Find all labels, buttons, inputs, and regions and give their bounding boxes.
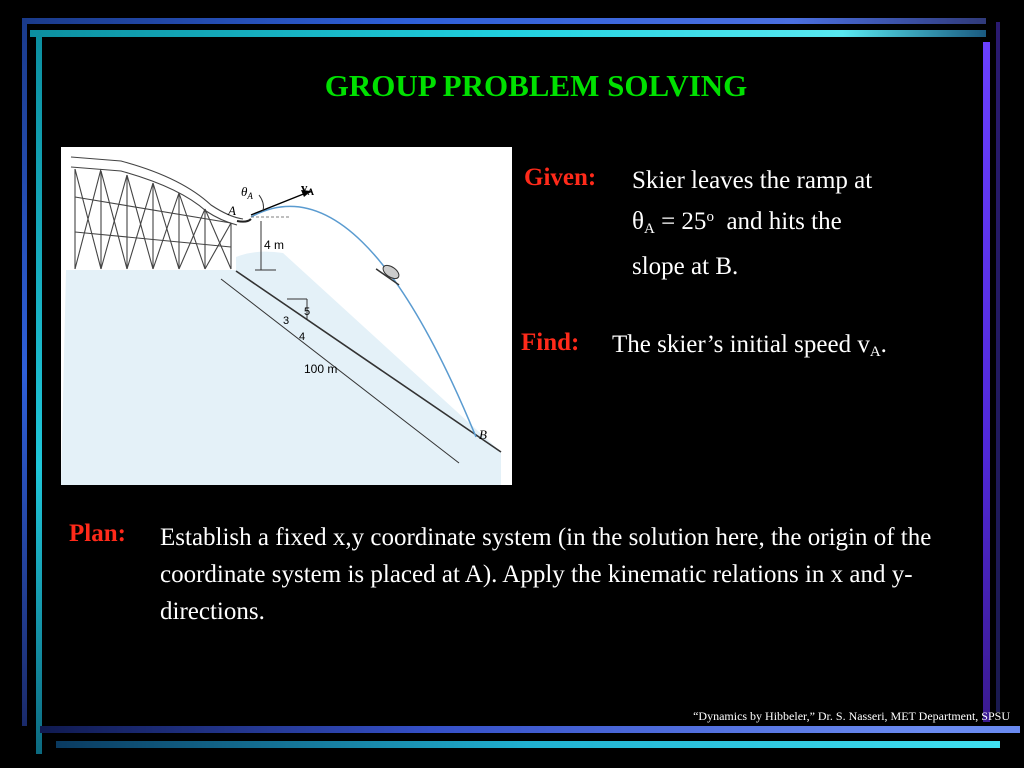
slide-title: GROUP PROBLEM SOLVING — [324, 68, 748, 103]
given-label: Given: — [524, 164, 597, 191]
angle-arc — [259, 195, 264, 211]
find-text-sub: A — [869, 344, 881, 360]
given-theta-sub: A — [643, 221, 655, 237]
plan-label: Plan: — [69, 520, 126, 547]
skier-figure — [376, 260, 405, 285]
find-text-main: The skier’s initial speed v — [612, 331, 870, 358]
decor-bar-bottom-cyan — [56, 741, 1000, 748]
decor-bar-left-cyan — [36, 36, 42, 754]
point-b-label: B — [479, 427, 487, 442]
snow-ground — [61, 252, 501, 485]
decor-bar-right-purple — [983, 42, 990, 722]
slope-hyp-label: 5 — [304, 306, 311, 318]
given-text — [632, 162, 972, 285]
velocity-label: $v_A$ — [301, 180, 314, 197]
find-text — [612, 326, 887, 371]
decor-bar-top-blue — [22, 18, 986, 24]
length-label: 100 m — [304, 362, 338, 376]
theta-label: $\theta_A$ — [241, 184, 253, 201]
ski-jump-figure — [61, 147, 512, 485]
decor-bar-right-dark — [996, 22, 1000, 712]
slope-rise-label: 3 — [283, 315, 290, 327]
given-line-3: slope at B. — [632, 253, 739, 280]
footer-citation: “Dynamics by Hibbeler,” Dr. S. Nasseri, MET Department, SPSU — [693, 709, 1010, 723]
plan-text: Establish a fixed x,y coordinate system (in the solution here, the origin of the coordinate system is placed at A). Apply the kinematic relations in x and y-directions. — [160, 524, 932, 625]
given-angle: = 25 — [654, 208, 707, 235]
find-text-tail: . — [880, 331, 887, 358]
height-label: 4 m — [264, 238, 285, 252]
point-a-label: A — [228, 203, 236, 218]
slope-run-label: 4 — [299, 331, 306, 343]
find-label: Find: — [521, 329, 580, 356]
decor-bar-top-cyan — [30, 30, 986, 37]
ramp-truss — [71, 157, 243, 269]
given-degree-sup: o — [706, 209, 714, 225]
decor-bar-bottom-blue — [40, 726, 1020, 733]
given-line-1: Skier leaves the ramp at — [632, 167, 873, 194]
ski-jump-diagram — [61, 147, 512, 485]
given-theta: θ — [632, 208, 644, 235]
decor-bar-left-blue — [22, 18, 27, 726]
given-angle-tail: and hits the — [713, 208, 842, 235]
ramp-lip — [237, 219, 251, 222]
